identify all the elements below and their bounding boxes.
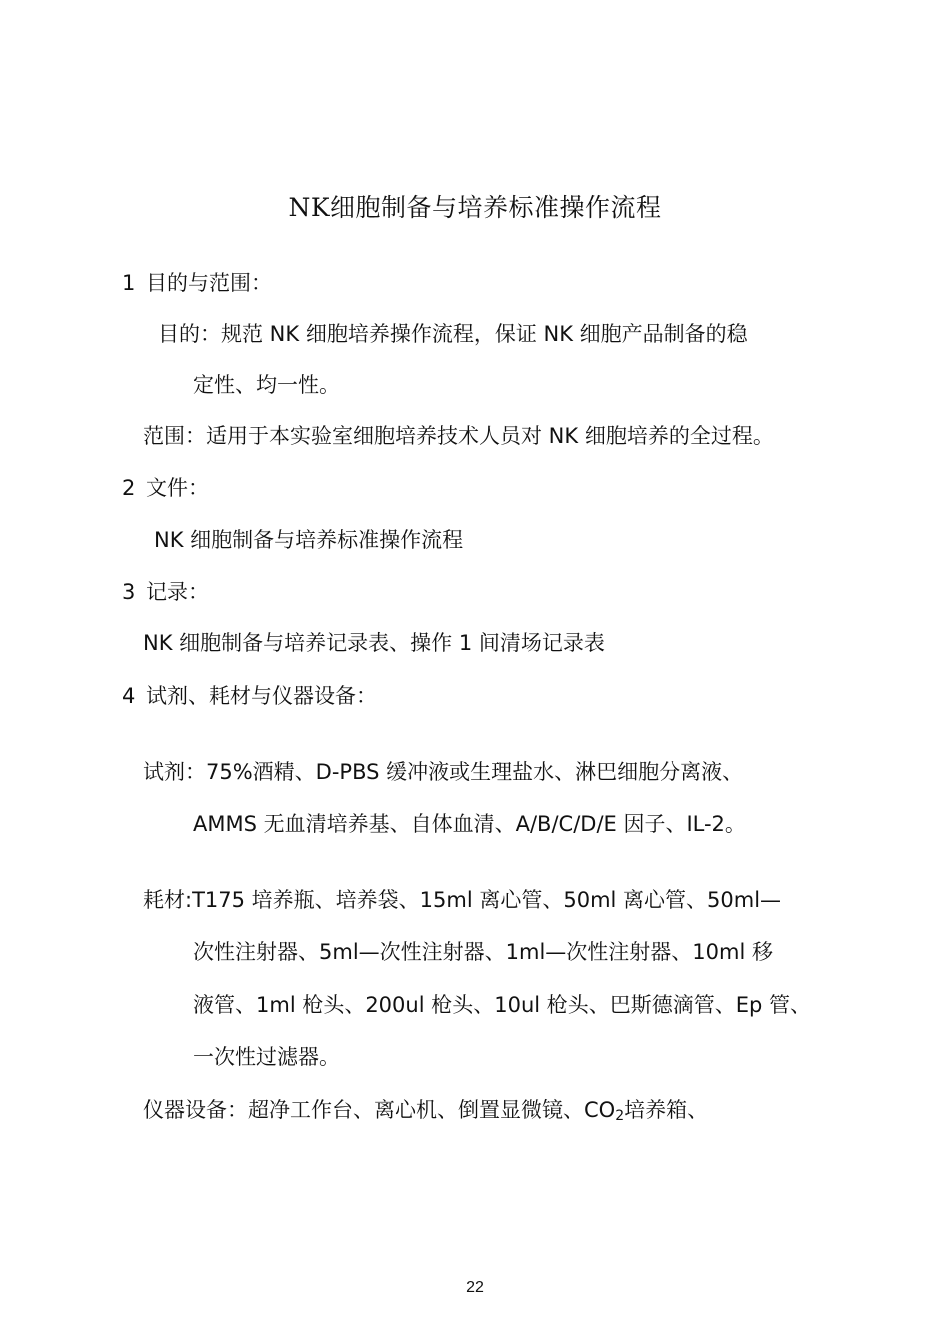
section-3-heading	[122, 577, 209, 607]
section-heading-text: 目的与范围：	[146, 271, 272, 295]
section-heading-text: 试剂、耗材与仪器设备：	[146, 684, 377, 708]
section-number: 4	[122, 684, 136, 708]
equipment-line	[143, 1095, 708, 1125]
equipment-text: 仪器设备：超净工作台、离心机、倒置显微镜、CO	[143, 1098, 616, 1122]
section-4-heading	[122, 681, 377, 711]
consumables-line-4: 一次性过滤器。	[193, 1045, 340, 1069]
consumables-line-1: 耗材:T175 培养瓶、培养袋、15ml 离心管、50ml 离心管、50ml—	[143, 888, 782, 912]
files-content: NK 细胞制备与培养标准操作流程	[154, 528, 464, 552]
section-heading-text: 记录：	[146, 580, 209, 604]
records-content: NK 细胞制备与培养记录表、操作 1 间清场记录表	[143, 631, 605, 655]
reagents-line-1: 试剂：75%酒精、D-PBS 缓冲液或生理盐水、淋巴细胞分离液、	[143, 760, 744, 784]
scope-line: 范围：适用于本实验室细胞培养技术人员对 NK 细胞培养的全过程。	[143, 424, 774, 448]
section-number: 1	[122, 271, 136, 295]
consumables-line-3: 液管、1ml 枪头、200ul 枪头、10ul 枪头、巴斯德滴管、Ep 管、	[193, 993, 812, 1017]
consumables-line-2: 次性注射器、5ml—次性注射器、1ml—次性注射器、10ml 移	[193, 940, 773, 964]
section-2-heading	[122, 473, 209, 503]
purpose-line-1: 目的：规范 NK 细胞培养操作流程，保证 NK 细胞产品制备的稳	[158, 322, 748, 346]
section-number: 2	[122, 476, 136, 500]
section-heading-text: 文件：	[146, 476, 209, 500]
page-number: 22	[466, 1279, 484, 1296]
reagents-line-2: AMMS 无血清培养基、自体血清、A/B/C/D/E 因子、IL-2。	[193, 812, 746, 836]
co2-subscript: 2	[615, 1108, 625, 1124]
section-number: 3	[122, 580, 136, 604]
equipment-text-suffix: 培养箱、	[624, 1098, 709, 1122]
section-1-heading	[122, 268, 272, 298]
document-title: NK细胞制备与培养标准操作流程	[288, 193, 662, 222]
purpose-line-2: 定性、均一性。	[193, 373, 340, 397]
